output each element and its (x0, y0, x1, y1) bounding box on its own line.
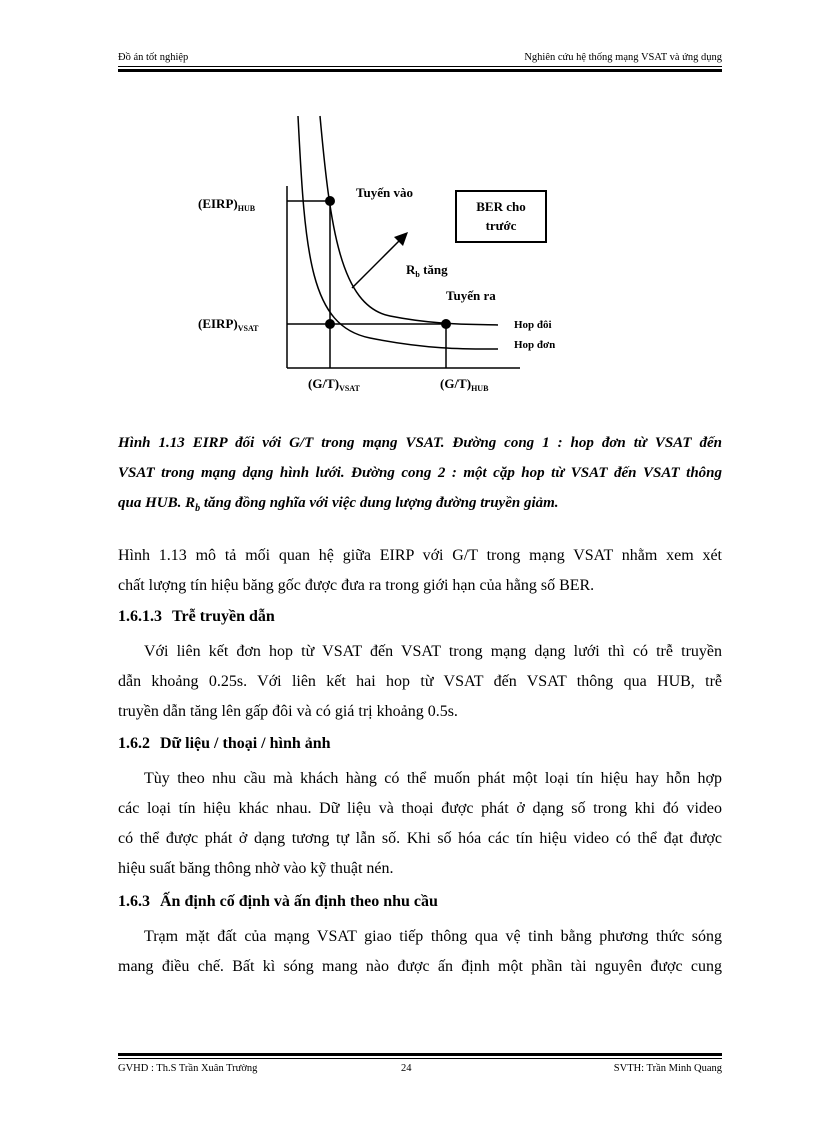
caption-line-1: Hình 1.13 EIRP đối với G/T trong mạng VSAT. Đường cong 1 : hop đơn từ VSAT đến (118, 435, 722, 451)
paragraph-line: có thể được phát ở dạng tương tự lẫn số. Khi số hóa các tín hiệu video có thể đạt được (118, 830, 722, 847)
header-rule-thin (118, 66, 722, 67)
paragraph-line: Với liên kết đơn hop từ VSAT đến VSAT trong mạng dạng lưới thì có trễ truyền (144, 643, 722, 660)
label-downlink: Tuyến ra (446, 288, 496, 303)
caption-line-2: VSAT trong mạng dạng hình lưới. Đường cong 2 : một cặp hop từ VSAT đến VSAT thông (118, 465, 722, 481)
label-gt-hub: $(G/T)_{HUB}$ (440, 376, 489, 393)
label-double-hop: Hop đôi (514, 319, 552, 331)
paragraph-2-rest (118, 667, 722, 727)
paragraph-1 (118, 541, 722, 601)
footer-left: GVHD : Th.S Trần Xuân Trường (118, 1063, 258, 1074)
paragraph-4-first (144, 922, 722, 952)
section-heading-1-6-2 (118, 735, 331, 753)
header-rule-thick (118, 69, 722, 72)
paragraph-line: truyền dẫn tăng lên gấp đôi và có giá trị khoảng 0.5s. (118, 703, 458, 720)
page-header (118, 52, 722, 63)
paragraph-line: Tùy theo nhu cầu mà khách hàng có thể muốn phát một loại tín hiệu hay hỗn hợp (144, 770, 722, 787)
page-number: 24 (401, 1063, 412, 1074)
label-eirp-vsat: $(EIRP)_{VSAT}$ (198, 316, 259, 333)
label-single-hop: Hop đơn (514, 339, 556, 351)
paragraph-line: hiệu suất băng thông nhờ vào kỹ thuật nén. (118, 860, 394, 877)
paragraph-line: Hình 1.13 mô tả mối quan hệ giữa EIRP với G/T trong mạng VSAT nhằm xem xét (118, 547, 722, 564)
figure-caption (118, 428, 722, 524)
caption-line-3: qua HUB. $R_b$ tăng đồng nghĩa với việc dung lượng đường truyền giảm. (118, 495, 559, 514)
label-ber-line2: trước (485, 218, 517, 233)
section-number: 1.6.1.3 (118, 608, 162, 625)
label-rb: $R_b$ tăng (406, 262, 448, 279)
paragraph-line: Trạm mặt đất của mạng VSAT giao tiếp thông qua vệ tinh bằng phương thức sóng (144, 928, 722, 945)
footer-rule-thin (118, 1058, 722, 1059)
section-heading-1-6-1-3 (118, 608, 275, 626)
paragraph-line: chất lượng tín hiệu băng gốc được đưa ra trong giới hạn của hằng số BER. (118, 577, 595, 594)
section-title: Ấn định cố định và ấn định theo nhu cầu (160, 893, 438, 910)
paragraph-3-first (144, 764, 722, 794)
paragraph-line: mang điều chế. Bất kì sóng mang nào được ấn định một phần tài nguyên được cung (118, 958, 722, 975)
section-number: 1.6.3 (118, 893, 150, 910)
footer-rule-thick (118, 1053, 722, 1056)
footer-right: SVTH: Trần Minh Quang (613, 1063, 722, 1074)
section-heading-1-6-3 (118, 893, 438, 911)
section-number: 1.6.2 (118, 735, 150, 752)
header-left: Đồ án tốt nghiệp (118, 52, 189, 63)
paragraph-line: các loại tín hiệu khác nhau. Dữ liệu và thoại được phát ở dạng số trong khi đó video (118, 800, 722, 817)
paragraph-4-rest (118, 952, 722, 982)
label-uplink: Tuyến vào (356, 185, 413, 200)
eirp-vs-gt-figure (180, 106, 560, 406)
label-gt-vsat: $(G/T)_{VSAT}$ (308, 376, 360, 393)
section-title: Trễ truyền dẫn (172, 608, 275, 625)
point-uplink (325, 196, 335, 206)
header-right: Nghiên cứu hệ thống mạng VSAT và ứng dụng (524, 52, 722, 63)
rb-arrow-line (352, 238, 402, 288)
label-ber-line1: BER cho (476, 199, 526, 214)
label-eirp-hub: $(EIRP)_{HUB}$ (198, 196, 256, 213)
paragraph-line: dẫn khoảng 0.25s. Với liên kết hai hop từ VSAT đến VSAT thông qua HUB, trễ (118, 673, 722, 690)
point-vsat (325, 319, 335, 329)
paragraph-2-first (144, 637, 722, 667)
paragraph-3-rest (118, 794, 722, 884)
section-title: Dữ liệu / thoại / hình ảnh (160, 735, 331, 752)
point-downlink (441, 319, 451, 329)
